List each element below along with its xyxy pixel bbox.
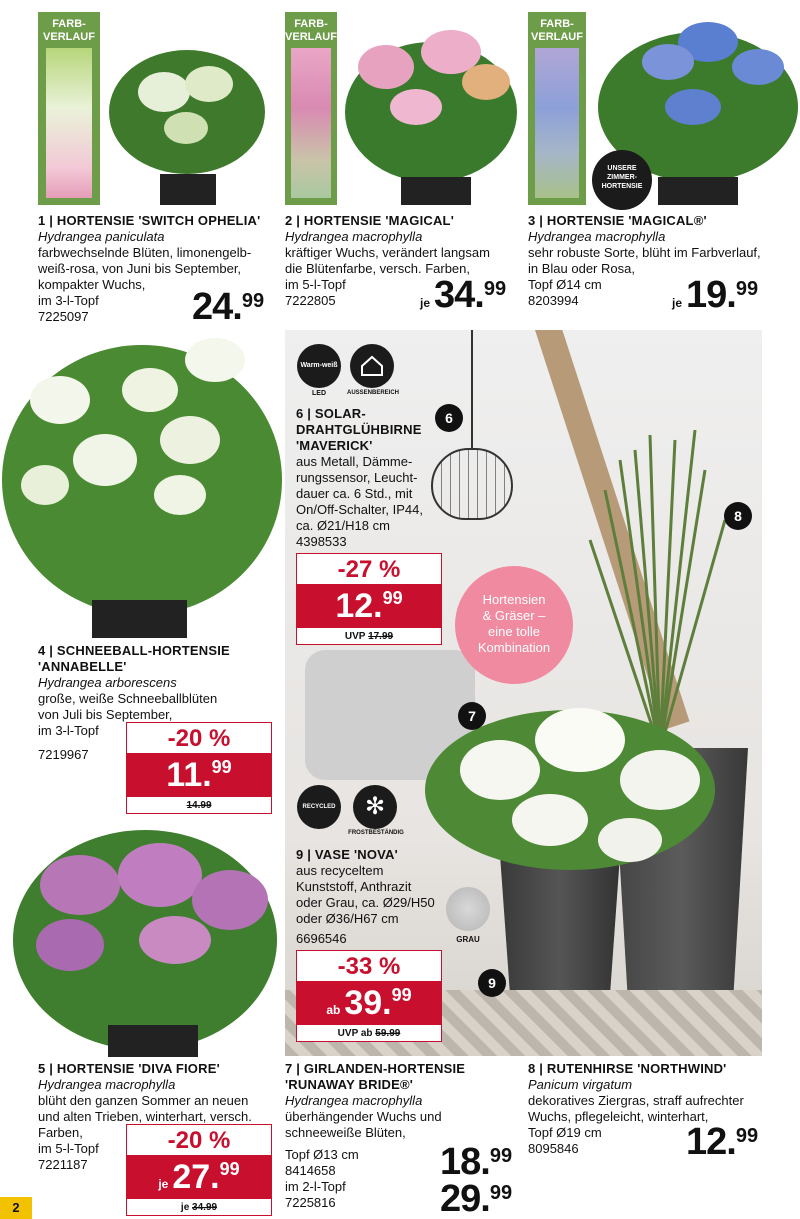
price-main: 12. <box>335 587 383 625</box>
product-desc-line: dauer ca. 6 Std., mit <box>296 486 413 501</box>
product-4-sale-box <box>126 722 272 814</box>
promo-line: eine tolle <box>487 624 541 639</box>
price-cents: 99 <box>391 985 412 1005</box>
article-number: 8414658 <box>285 1163 336 1178</box>
frost-resistant-label: FROSTBESTÄNDIG <box>348 830 404 836</box>
product-latin-name: Hydrangea paniculata <box>38 229 165 244</box>
product-desc-line: kräftiger Wuchs, verändert langsam <box>285 245 490 260</box>
product-title: 4 | SCHNEEBALL-HORTENSIE <box>38 643 230 658</box>
promo-bubble <box>455 566 573 684</box>
price-prefix: ab <box>326 1003 341 1017</box>
product-desc-line: dekoratives Ziergras, straff aufrechter <box>528 1093 744 1108</box>
price-main: 18. <box>440 1141 490 1183</box>
product-title: 'RUNAWAY BRIDE®' <box>285 1077 414 1092</box>
product-desc-line: On/Off-Schalter, IP44, <box>296 502 423 517</box>
product-desc-line: große, weiße Schneeballblüten <box>38 691 218 706</box>
old-price: 14.99 <box>186 800 212 811</box>
lamp-cord <box>471 330 473 448</box>
product-desc-line: schneeweiße Blüten, <box>285 1125 406 1140</box>
marker-6: 6 <box>435 404 463 432</box>
product-1-image <box>38 12 270 205</box>
product-desc-line: und alten Trieben, winterhart, versch. <box>38 1109 252 1124</box>
price-main: 29. <box>440 1178 490 1219</box>
price-cents: 99 <box>735 1125 759 1147</box>
product-desc-line: Topf Ø14 cm <box>528 277 602 292</box>
product-title: 9 | VASE 'NOVA' <box>296 847 398 862</box>
old-price: je 34.99 <box>180 1202 218 1213</box>
product-desc-line: von Juli bis September, <box>38 707 173 722</box>
price-cents: 99 <box>382 588 403 608</box>
product-latin-name: Hydrangea macrophylla <box>285 229 423 244</box>
price-cents: 99 <box>483 278 507 300</box>
discount-percent: -27 % <box>337 556 401 583</box>
product-desc-line: oder Grau, ca. Ø29/H50 <box>296 895 435 910</box>
product-desc-line: im 3-l-Topf <box>38 723 99 738</box>
old-price: UVP ab 59.99 <box>337 1028 401 1039</box>
product-title: 3 | HORTENSIE 'MAGICAL®' <box>528 213 707 228</box>
price-cents: 99 <box>489 1145 513 1167</box>
article-number: 7222805 <box>285 293 336 308</box>
old-price: UVP 17.99 <box>344 631 394 642</box>
product-2-price <box>420 276 506 314</box>
product-desc-line: farbwechselnde Blüten, limonengelb- <box>38 245 252 260</box>
product-desc-line: im 3-l-Topf <box>38 293 99 308</box>
page-number-tab: 2 <box>0 1197 32 1219</box>
product-3-image <box>528 12 800 205</box>
article-number: 7225097 <box>38 309 89 324</box>
price-prefix: je <box>420 296 431 310</box>
led-label: LED <box>312 390 326 397</box>
color-gradient-strip <box>285 12 337 205</box>
color-gradient-strip <box>528 12 586 205</box>
product-4-image <box>0 330 285 638</box>
price-cents: 99 <box>219 1159 240 1179</box>
price-main: 34. <box>434 274 484 316</box>
product-desc-line: die Blütenfarbe, versch. Farben, <box>285 261 470 276</box>
led-warmweiss-icon: Warm-weiß <box>297 344 341 388</box>
product-desc-line: Farben, <box>38 1125 83 1140</box>
price-main: 27. <box>172 1158 220 1196</box>
product-title: 2 | HORTENSIE 'MAGICAL' <box>285 213 454 228</box>
product-title: 5 | HORTENSIE 'DIVA FIORE' <box>38 1061 220 1076</box>
product-8-price <box>686 1123 758 1161</box>
price-main: 39. <box>344 984 392 1022</box>
sale-price <box>297 981 441 1025</box>
sale-price <box>127 1155 271 1199</box>
product-6-text <box>296 406 456 550</box>
product-5-sale-box <box>126 1124 272 1216</box>
swatch-label: GRAU <box>456 935 480 944</box>
sale-price <box>297 584 441 628</box>
price-prefix: je <box>158 1177 169 1191</box>
price-cents: 99 <box>241 290 265 312</box>
product-9-sale-box <box>296 950 442 1042</box>
product-desc-line: Wuchs, pflegeleicht, winterhart, <box>528 1109 709 1124</box>
product-desc-line: weiß-rosa, von Juni bis September, <box>38 261 242 276</box>
product-7-price-variant-2 <box>440 1180 512 1218</box>
promo-line: & Gräser – <box>482 608 546 623</box>
marker-9: 9 <box>478 969 506 997</box>
product-desc-line: im 5-l-Topf <box>38 1141 99 1156</box>
product-title: 8 | RUTENHIRSE 'NORTHWIND' <box>528 1061 727 1076</box>
product-desc-line: überhängender Wuchs und <box>285 1109 442 1124</box>
grey-color-swatch <box>446 887 490 931</box>
price-cents: 99 <box>211 757 232 777</box>
article-number: 7225816 <box>285 1195 336 1210</box>
discount-percent: -20 % <box>167 725 231 752</box>
product-desc-line: oder Ø36/H67 cm <box>296 911 399 926</box>
marker-7: 7 <box>458 702 486 730</box>
variant-label: im 2-l-Topf <box>285 1179 346 1194</box>
product-desc-line: kompakter Wuchs, <box>38 277 146 292</box>
price-prefix: je <box>672 296 683 310</box>
product-2-image <box>285 12 522 205</box>
product-desc-line: aus recyceltem <box>296 863 384 878</box>
product-title: DRAHTGLÜHBIRNE <box>296 422 422 437</box>
zimmerhortensie-badge: UNSERE ZIMMER- HORTENSIE <box>592 150 652 210</box>
product-desc-line: in Blau oder Rosa, <box>528 261 635 276</box>
discount-percent: -20 % <box>167 1127 231 1154</box>
outdoor-area-icon <box>350 344 394 388</box>
product-latin-name: Panicum virgatum <box>528 1077 633 1092</box>
price-main: 11. <box>166 756 212 794</box>
product-latin-name: Hydrangea arborescens <box>38 675 177 690</box>
frost-resistant-icon: ✻ <box>353 785 397 829</box>
product-desc-line: Kunststoff, Anthrazit <box>296 879 412 894</box>
product-desc-line: sehr robuste Sorte, blüht im Farbverlauf, <box>528 245 761 260</box>
variant-label: Topf Ø13 cm <box>285 1147 359 1162</box>
recycled-icon: RECYCLED <box>297 785 341 829</box>
promo-line: Hortensien <box>482 592 546 607</box>
price-main: 24. <box>192 286 242 328</box>
product-desc-line: aus Metall, Dämme- <box>296 454 413 469</box>
sale-price <box>127 753 271 797</box>
house-icon <box>350 344 394 388</box>
product-title: 'ANNABELLE' <box>38 659 127 674</box>
product-desc-line: Topf Ø19 cm <box>528 1125 602 1140</box>
article-number: 8203994 <box>528 293 579 308</box>
product-latin-name: Hydrangea macrophylla <box>285 1093 423 1108</box>
price-main: 12. <box>686 1121 736 1163</box>
product-latin-name: Hydrangea macrophylla <box>528 229 666 244</box>
product-title: 7 | GIRLANDEN-HORTENSIE <box>285 1061 466 1076</box>
product-6-sale-box <box>296 553 442 645</box>
article-number: 6696546 <box>296 931 347 946</box>
farbverlauf-label: FARB- VERLAUF <box>531 18 583 43</box>
product-1-price <box>192 288 264 326</box>
farbverlauf-label: FARB- VERLAUF <box>43 18 95 43</box>
outdoor-area-label: AUSSENBEREICH <box>346 390 399 396</box>
marker-8: 8 <box>724 502 752 530</box>
promo-line: Kombination <box>477 640 551 655</box>
product-7-price-variant-1 <box>440 1143 512 1181</box>
article-number: 7221187 <box>38 1157 88 1172</box>
article-number: 4398533 <box>296 534 347 549</box>
price-cents: 99 <box>489 1182 513 1204</box>
product-title: 'MAVERICK' <box>296 438 373 453</box>
product-title: 6 | SOLAR- <box>296 406 366 421</box>
product-desc-line: ca. Ø21/H18 cm <box>296 518 390 533</box>
product-desc-line: blüht den ganzen Sommer an neuen <box>38 1093 249 1108</box>
hydrangea-plant-illustration <box>341 12 522 205</box>
product-title: 1 | HORTENSIE 'SWITCH OPHELIA' <box>38 213 261 228</box>
discount-percent: -33 % <box>337 953 401 980</box>
product-3-price <box>672 276 758 314</box>
article-number: 8095846 <box>528 1141 579 1156</box>
farbverlauf-label: FARB- VERLAUF <box>285 18 337 43</box>
product-desc-line: rungssensor, Leucht- <box>296 470 418 485</box>
product-latin-name: Hydrangea macrophylla <box>38 1077 176 1092</box>
color-gradient-strip <box>38 12 100 205</box>
price-main: 19. <box>686 274 736 316</box>
article-number: 7219967 <box>38 747 89 762</box>
hydrangea-plant-illustration <box>104 32 270 205</box>
product-5-image <box>10 825 280 1057</box>
product-desc-line: im 5-l-Topf <box>285 277 346 292</box>
price-cents: 99 <box>735 278 759 300</box>
